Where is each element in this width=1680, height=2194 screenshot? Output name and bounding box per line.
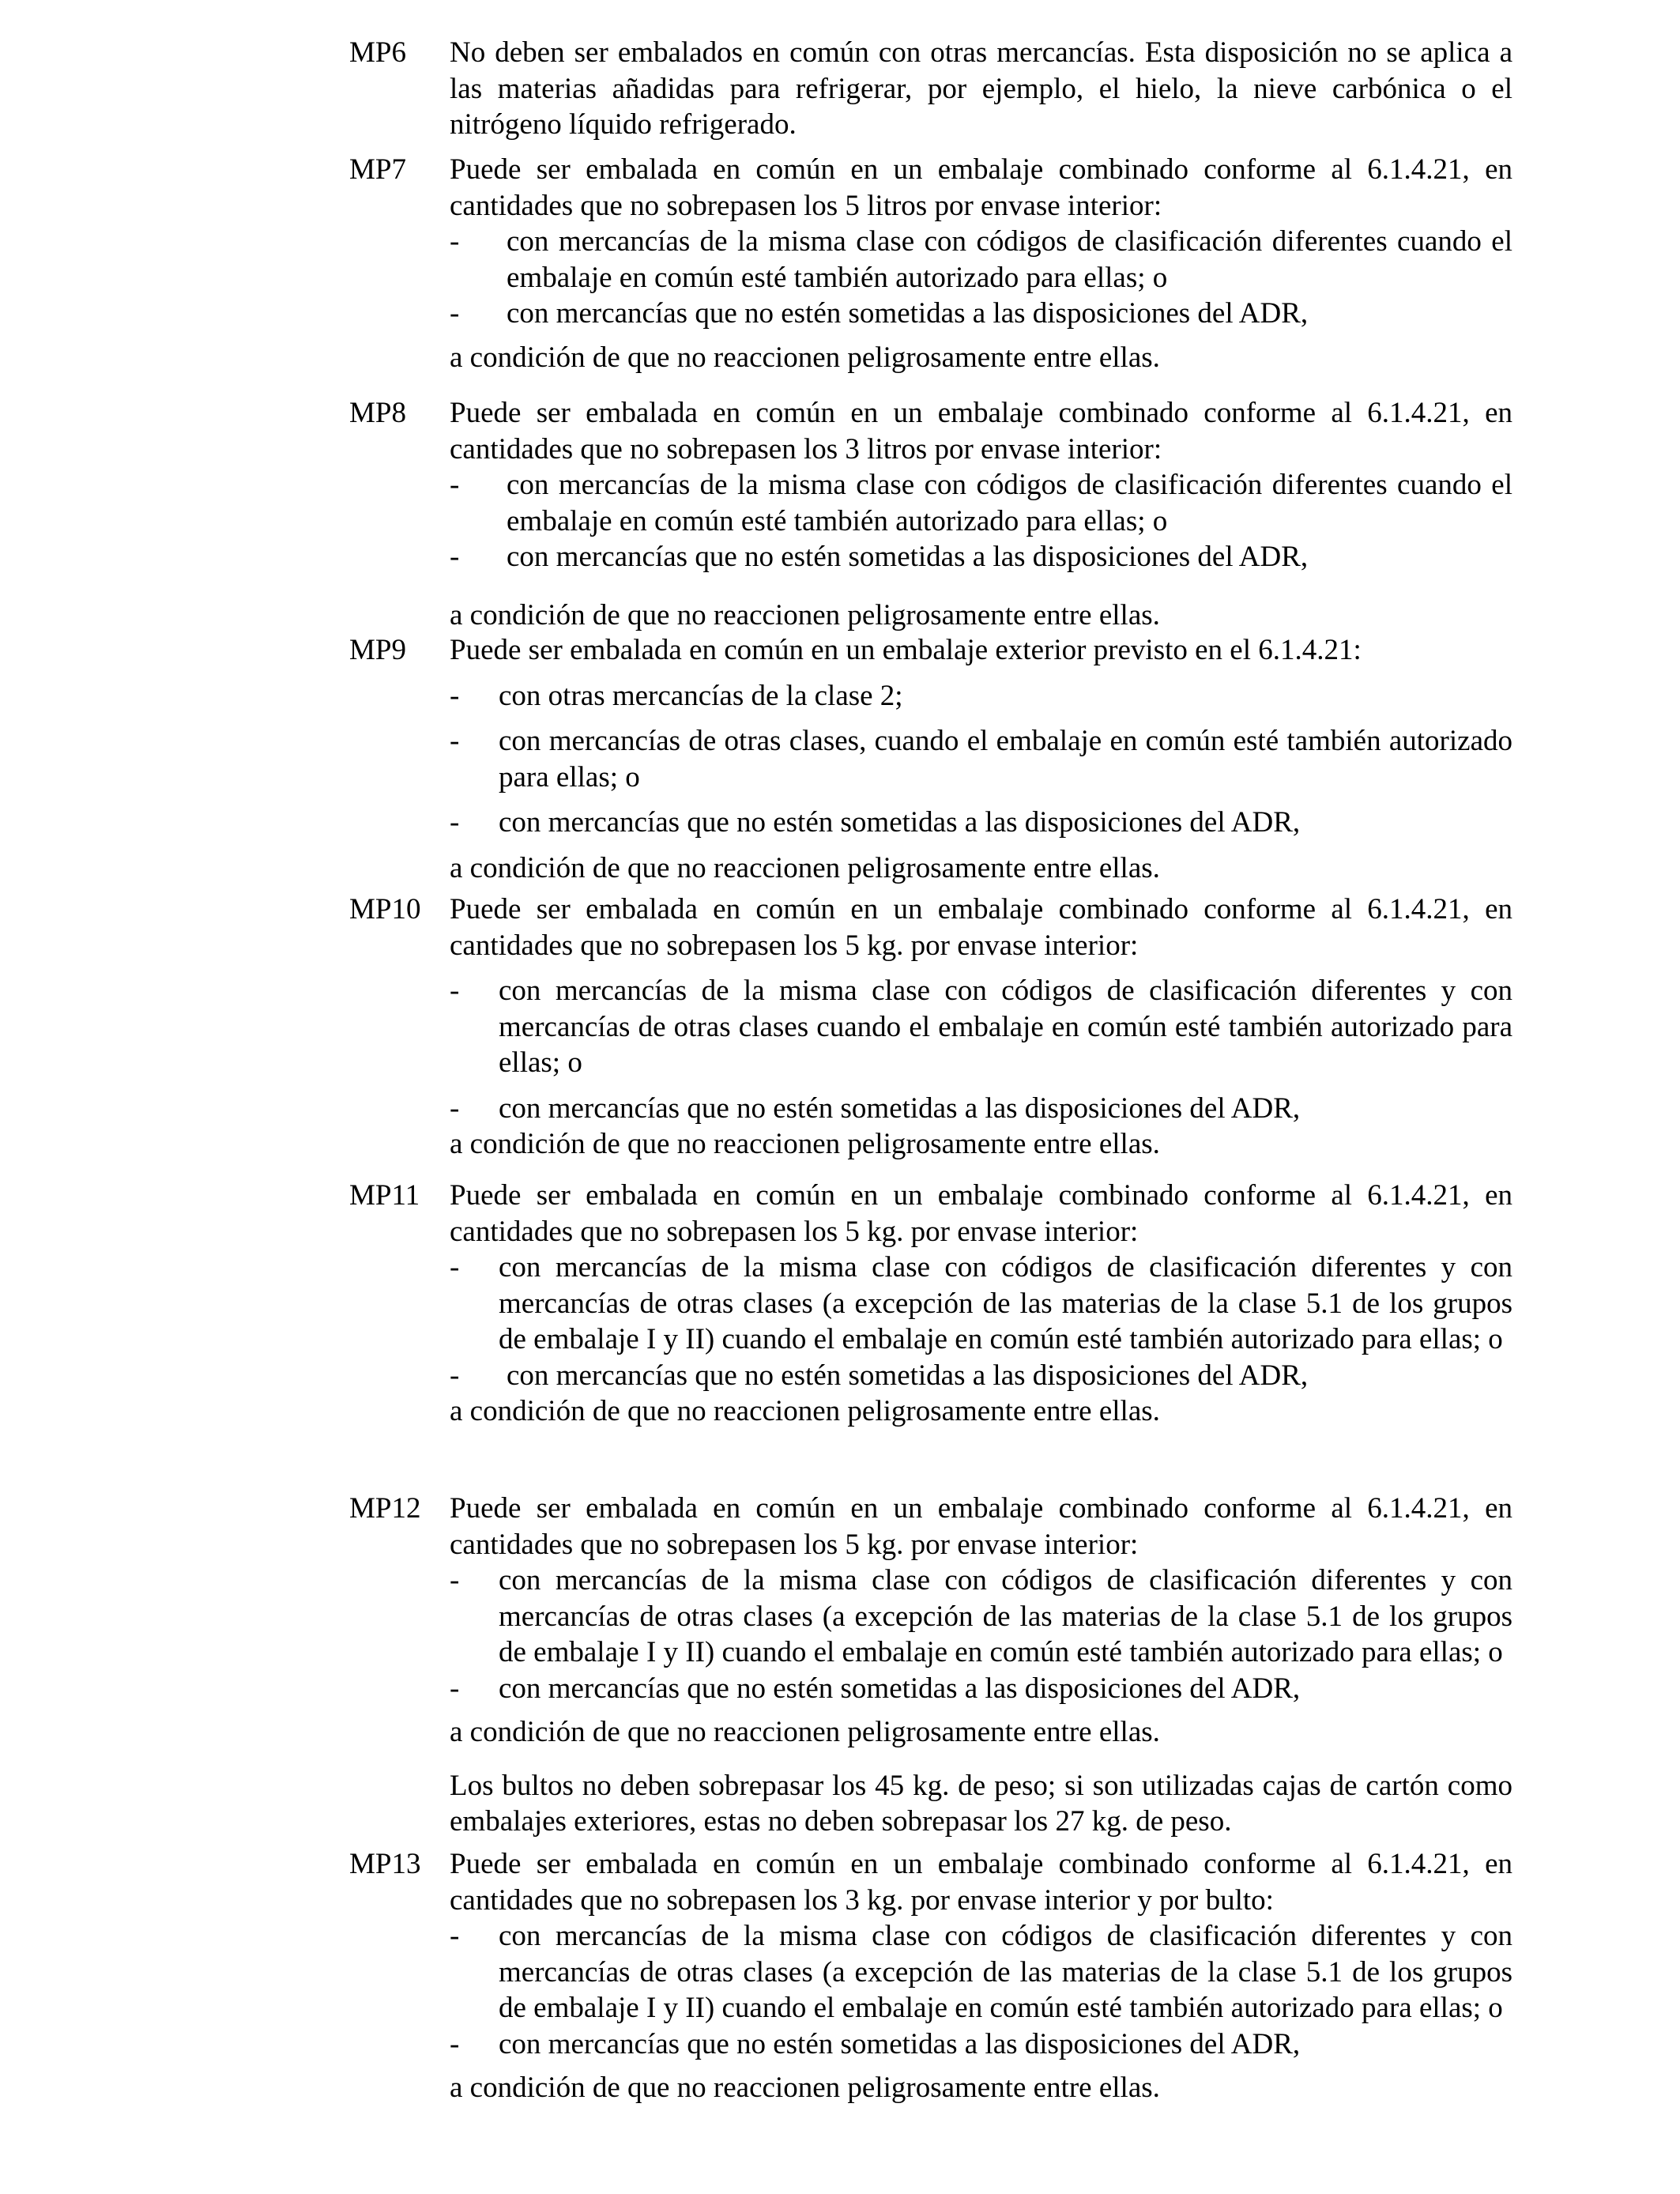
list-item (450, 2026, 1512, 2063)
list-item-text: con mercancías que no estén sometidas a las disposiciones del ADR, (507, 297, 1309, 330)
bullet-dash: - (450, 1359, 460, 1392)
entry-code: MP7 (349, 153, 406, 186)
entry-mp7 (349, 152, 1512, 375)
bullet-dash: - (450, 297, 460, 330)
bullet-dash: - (450, 469, 460, 501)
list-item-text: con mercancías de la misma clase con códigos de clasificación diferentes y con mercancías de otras clases cuando el embalaje en común esté también autorizado para ellas; o (499, 974, 1512, 1079)
list-item (450, 973, 1512, 1081)
list-item (450, 1091, 1512, 1127)
bullet-dash: - (450, 2027, 460, 2060)
list-item-text: con mercancías de la misma clase con códigos de clasificación diferentes cuando el embalaje en común esté también autorizado para ellas; o (507, 225, 1512, 294)
list-item-text: con mercancías de la misma clase con códigos de clasificación diferentes y con mercancías de otras clases (a excepción de las materias de la clase 5.1 de los grupos de embalaje I y II) cuando el embalaje en común esté también autorizado para ellas; o (499, 1920, 1512, 2024)
list-item (450, 1563, 1512, 1671)
list-item-text: con mercancías que no estén sometidas a las disposiciones del ADR, (507, 541, 1309, 573)
entry-intro: Puede ser embalada en común en un embalaje combinado conforme al 6.1.4.21, en cantidades que no sobrepasen los 3 litros por envase interior: (450, 397, 1512, 466)
entry-intro: Puede ser embalada en común en un embalaje exterior previsto en el 6.1.4.21: (450, 634, 1362, 666)
entry-code: MP12 (349, 1492, 421, 1525)
entry-mp8 (349, 395, 1512, 633)
entry-note: Los bultos no deben sobrepasar los 45 kg. de peso; si son utilizadas cajas de cartón como embalajes exteriores, estas no deben sobrepasar los 27 kg. de peso. (450, 1769, 1512, 1838)
bullet-dash: - (450, 725, 460, 757)
list-item (450, 1358, 1512, 1394)
bullet-dash: - (450, 806, 460, 839)
entry-intro: Puede ser embalada en común en un embalaje combinado conforme al 6.1.4.21, en cantidades que no sobrepasen los 5 kg. por envase interior: (450, 893, 1512, 962)
bullet-dash: - (450, 1672, 460, 1705)
entry-code: MP10 (349, 893, 421, 925)
entry-code: MP11 (349, 1179, 420, 1212)
entry-mp13 (349, 1846, 1512, 2106)
entry-mp11 (349, 1178, 1512, 1430)
list-item-text: con mercancías que no estén sometidas a las disposiciones del ADR, (499, 1672, 1301, 1705)
entry-intro: Puede ser embalada en común en un embalaje combinado conforme al 6.1.4.21, en cantidades que no sobrepasen los 3 kg. por envase interior y por bulto: (450, 1848, 1512, 1917)
entry-code: MP6 (349, 36, 406, 69)
list-item-text: con mercancías de otras clases, cuando el embalaje en común esté también autorizado para ellas; o (499, 725, 1512, 794)
list-item (450, 296, 1512, 332)
entry-code: MP9 (349, 634, 406, 666)
list-item (450, 224, 1512, 296)
entry-closing: a condición de que no reaccionen peligrosamente entre ellas. (450, 1395, 1160, 1427)
entry-mp9 (349, 632, 1512, 886)
entry-intro: Puede ser embalada en común en un embalaje combinado conforme al 6.1.4.21, en cantidades que no sobrepasen los 5 litros por envase interior: (450, 153, 1512, 222)
list-item-text: con mercancías de la misma clase con códigos de clasificación diferentes y con mercancías de otras clases (a excepción de las materias de la clase 5.1 de los grupos de embalaje I y II) cuando el embalaje en común esté también autorizado para ellas; o (499, 1251, 1512, 1355)
list-item (450, 1250, 1512, 1358)
entry-text: No deben ser embalados en común con otras mercancías. Esta disposición no se aplica a las materias añadidas para refrigerar, por ejemplo, el hielo, la nieve carbónica o el nitrógeno líquido refrigerado. (450, 36, 1512, 141)
entry-code: MP8 (349, 397, 406, 429)
list-item-text: con mercancías que no estén sometidas a las disposiciones del ADR, (499, 1091, 1301, 1125)
list-item (450, 805, 1512, 841)
entry-mp6 (349, 35, 1512, 143)
bullet-dash: - (450, 974, 460, 1007)
entry-mp10 (349, 892, 1512, 1163)
list-item (450, 723, 1512, 795)
list-item-text: con mercancías de la misma clase con códigos de clasificación diferentes y con mercancías de otras clases (a excepción de las materias de la clase 5.1 de los grupos de embalaje I y II) cuando el embalaje en común esté también autorizado para ellas; o (499, 1564, 1512, 1668)
entry-closing: a condición de que no reaccionen peligrosamente entre ellas. (450, 851, 1160, 884)
entry-intro: Puede ser embalada en común en un embalaje combinado conforme al 6.1.4.21, en cantidades que no sobrepasen los 5 kg. por envase interior: (450, 1492, 1512, 1561)
list-item-text: con mercancías de la misma clase con códigos de clasificación diferentes cuando el embalaje en común esté también autorizado para ellas; o (507, 469, 1512, 537)
list-item-text: con mercancías que no estén sometidas a las disposiciones del ADR, (499, 806, 1301, 839)
entry-closing: a condición de que no reaccionen peligrosamente entre ellas. (450, 598, 1160, 631)
bullet-dash: - (450, 1251, 460, 1284)
entry-closing: a condición de que no reaccionen peligrosamente entre ellas. (450, 2071, 1160, 2104)
bullet-dash: - (450, 679, 460, 712)
entry-mp12 (349, 1491, 1512, 1840)
entry-code: MP13 (349, 1848, 421, 1880)
list-item-text: con mercancías que no estén sometidas a las disposiciones del ADR, (507, 1359, 1309, 1392)
bullet-dash: - (450, 541, 460, 573)
list-item (450, 467, 1512, 539)
bullet-dash: - (450, 1564, 460, 1596)
entry-closing: a condición de que no reaccionen peligrosamente entre ellas. (450, 341, 1160, 374)
list-item (450, 1671, 1512, 1707)
entry-intro: Puede ser embalada en común en un embalaje combinado conforme al 6.1.4.21, en cantidades que no sobrepasen los 5 kg. por envase interior: (450, 1179, 1512, 1248)
list-item (450, 539, 1512, 575)
list-item (450, 1918, 1512, 2026)
bullet-dash: - (450, 1920, 460, 1952)
bullet-dash: - (450, 1091, 460, 1125)
bullet-dash: - (450, 225, 460, 258)
list-item-text: con mercancías que no estén sometidas a las disposiciones del ADR, (499, 2027, 1301, 2060)
list-item (450, 678, 1512, 714)
entry-closing: a condición de que no reaccionen peligrosamente entre ellas. (450, 1128, 1160, 1160)
entry-closing: a condición de que no reaccionen peligrosamente entre ellas. (450, 1716, 1160, 1748)
list-item-text: con otras mercancías de la clase 2; (499, 679, 903, 712)
